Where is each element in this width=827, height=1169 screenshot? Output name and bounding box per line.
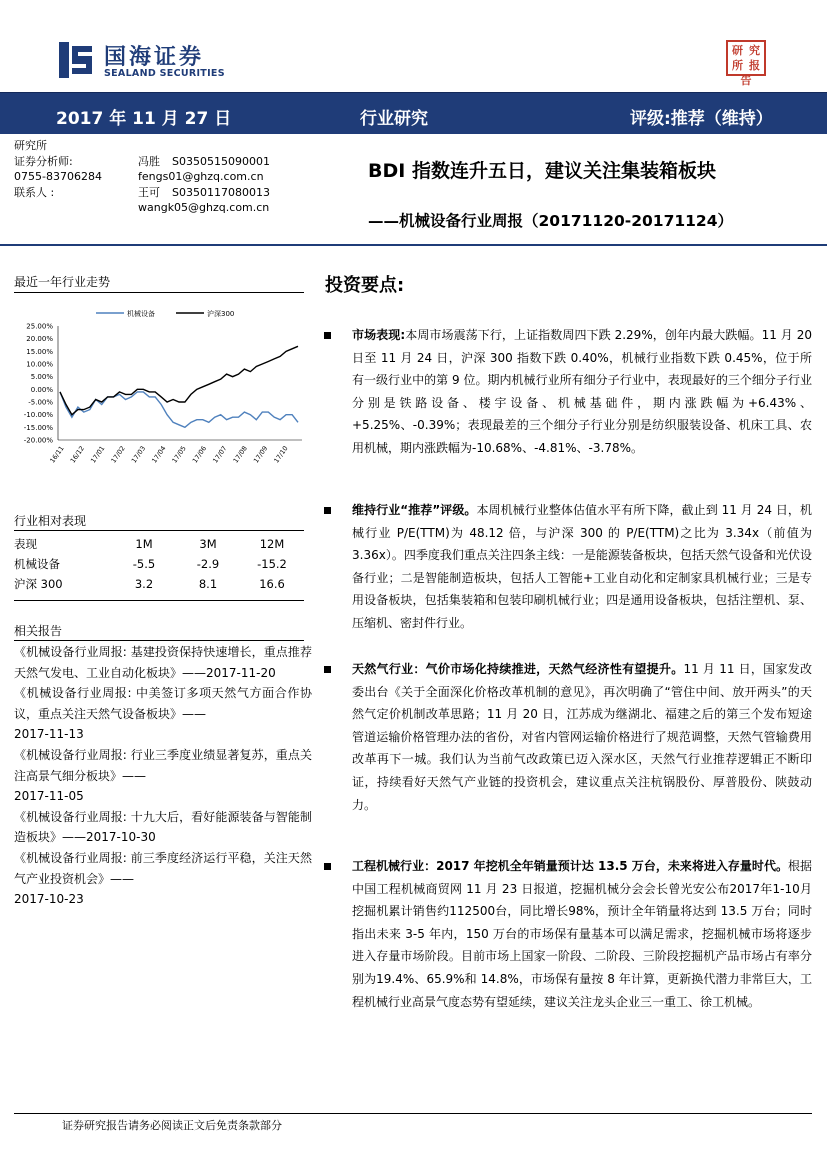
performance-divider	[14, 530, 304, 531]
brand-name-en: SEALAND SECURITIES	[104, 68, 225, 79]
analyst-phone: 0755-83706284	[14, 170, 102, 183]
analyst-email[interactable]: fengs01@ghzq.com.cn	[138, 170, 264, 183]
x-tick-label: 17/03	[129, 444, 148, 465]
point-lead: 市场表现:	[352, 328, 406, 342]
bullet-icon	[324, 863, 331, 870]
x-tick-label: 16/11	[48, 444, 66, 465]
y-tick-label: -10.00%	[23, 411, 53, 420]
analyst-name: 冯胜	[138, 154, 160, 168]
seal-char: 报	[749, 59, 760, 72]
table-row	[14, 554, 304, 574]
table-cell: 沪深 300	[14, 577, 63, 591]
investment-point	[330, 855, 812, 1013]
point-lead: 天然气行业：气价市场化持续推进，天然气经济性有望提升。	[352, 662, 684, 676]
report-rating: 评级:推荐（维持）	[630, 109, 773, 129]
x-tick-label: 17/01	[89, 444, 107, 465]
analyst-label: 证券分析师:	[14, 154, 73, 168]
table-cell: -5.5	[132, 557, 156, 571]
table-cell: -15.2	[257, 557, 287, 571]
point-lead: 维持行业“推荐”评级。	[352, 503, 477, 517]
seal-char: 究	[749, 44, 760, 57]
y-tick-label: 10.00%	[26, 360, 53, 369]
related-report-item[interactable]: 《机械设备行业周报: 前三季度经济运行平稳，关注天然气产业投资机会》—— 2017-10-23	[14, 850, 312, 907]
y-tick-label: -15.00%	[23, 423, 53, 432]
y-tick-label: -5.00%	[28, 398, 53, 407]
related-report-item[interactable]: 《机械设备行业周报: 行业三季度业绩显著复苏，重点关注高景气细分板块》—— 2017-11-05	[14, 747, 312, 804]
bullet-icon	[324, 332, 331, 339]
x-tick-label: 17/05	[170, 444, 188, 465]
contact-name: 王可	[138, 185, 160, 199]
analyst-id: S0350515090001	[172, 154, 270, 168]
table-cell: 16.6	[259, 577, 285, 591]
table-cell: 机械设备	[14, 557, 60, 571]
investment-point	[330, 499, 812, 635]
table-header-cell: 表现	[14, 537, 37, 551]
table-row	[14, 574, 304, 594]
x-tick-label: 17/07	[211, 444, 229, 465]
related-report-item[interactable]: 《机械设备行业周报: 基建投资保持快速增长，重点推荐天然气发电、工业自动化板块》——2017-11-20	[14, 645, 312, 680]
contact-id: S0350117080013	[172, 185, 270, 199]
investment-point	[330, 324, 812, 460]
seal-char: 所	[732, 59, 743, 72]
point-body: 11 月 11 日，国家发改委出台《关于全面深化价格改革机制的意见》，再次明确了“管住中间、放开两头”的天然气定价机制改革思路；11 月 20 日，江苏成为继湖北、福建之后的第三个发布短途管道运输价格管理办法的省份，对省内管网运输价格进行了规范调整，天然气管输费用改革再下一城。我们认为当前气改政策已迈入深水区，天然气行业推荐逻辑正不断印证，持续看好天然气产业链的投资机会，建议重点关注杭锅股份、厚普股份、陕鼓动力。	[352, 662, 812, 812]
table-header-cell: 1M	[135, 537, 153, 551]
table-row	[14, 534, 304, 554]
x-tick-label: 16/12	[68, 444, 87, 465]
related-title: 相关报告	[14, 624, 63, 638]
y-tick-label: 0.00%	[30, 385, 53, 394]
table-cell: -2.9	[196, 557, 220, 571]
table-cell: 8.1	[198, 577, 218, 591]
contact-email[interactable]: wangk05@ghzq.com.cn	[138, 201, 270, 214]
point-body: 本周市场震荡下行，上证指数周四下跌 2.29%，创年内最大跌幅。11 月 20 日至 11 月 24 日，沪深 300 指数下跌 0.40%，机械行业指数下跌 0.45%，位于所有一级行业中的第 9 位。期内机械行业所有细分子行业中，表现最好的三个细分子行业分别是铁路设备、楼宇设备、机械基础件，期内涨跌幅为+6.43%、+5.25%、-0.39%；表现最差的三个细分子行业分别是纺织服装设备、机床工具、农用机械，期内涨跌幅为-10.68%、-4.81%、-3.78%。	[352, 328, 812, 455]
performance-title: 行业相对表现	[14, 514, 87, 528]
y-tick-label: 15.00%	[26, 347, 53, 356]
footer-divider	[14, 1113, 812, 1114]
y-tick-label: 25.00%	[26, 322, 53, 331]
x-tick-label: 17/02	[109, 444, 127, 465]
x-tick-label: 17/10	[272, 444, 290, 465]
report-subtitle: ——机械设备行业周报（20171120-20171124）	[368, 212, 733, 230]
seal-char: 研	[732, 44, 743, 57]
seal-char: 告	[740, 74, 752, 87]
research-seal	[726, 40, 766, 87]
x-tick-label: 17/04	[150, 444, 168, 465]
legend-label: 机械设备	[127, 310, 155, 318]
trend-title: 最近一年行业走势	[14, 275, 111, 289]
related-report-item[interactable]: 《机械设备行业周报: 十九大后，看好能源装备与智能制造板块》——2017-10-30	[14, 809, 312, 845]
performance-bottom-divider	[14, 600, 304, 601]
analyst-info	[14, 138, 304, 216]
point-lead: 工程机械行业：2017 年挖机全年销量预计达 13.5 万台，未来将进入存量时代。	[352, 859, 788, 873]
series-line	[60, 346, 298, 414]
company-logo	[58, 40, 248, 84]
x-tick-label: 17/08	[231, 444, 249, 465]
report-date: 2017 年 11 月 27 日	[56, 109, 232, 129]
trend-chart-svg	[14, 300, 308, 472]
related-report-item[interactable]: 《机械设备行业周报: 中美签订多项天然气方面合作协议，重点关注天然气设备板块》—— 2017-11-13	[14, 686, 312, 742]
legend-label: 沪深300	[207, 310, 235, 318]
x-tick-label: 17/06	[190, 444, 209, 465]
y-tick-label: 5.00%	[30, 373, 53, 382]
contact-label: 联系人 :	[14, 185, 55, 199]
bullet-icon	[324, 666, 331, 673]
y-tick-label: 20.00%	[26, 335, 53, 344]
table-header-cell: 12M	[259, 537, 285, 551]
table-header-cell: 3M	[199, 537, 217, 551]
trend-divider	[14, 292, 304, 293]
trend-chart	[14, 300, 308, 472]
report-type: 行业研究	[360, 109, 428, 129]
y-tick-label: -20.00%	[23, 436, 53, 445]
x-tick-label: 17/09	[251, 444, 270, 465]
brand-name-cn: 国海证券	[104, 45, 205, 70]
point-body: 本周机械行业整体估值水平有所下降，截止到 11 月 24 日，机械行业 P/E(TTM)为 48.12 倍，与沪深 300 的 P/E(TTM)之比为 3.34x（前值为 3.36x）。四季度我们重点关注四条主线：一是能源装备板块，包括天然气设备和光伏设备行业；二是智能制造板块，包括人工智能+工业自动化和定制家具机械行业；三是专用设备板块，包括集装箱和包装印刷机械行业；四是通用设备板块，包括注塑机、泵、压缩机、密封件行业。	[352, 503, 812, 630]
investment-heading: 投资要点:	[325, 275, 405, 296]
sealand-logo-icon	[58, 40, 94, 80]
series-line	[60, 392, 298, 427]
dept-label: 研究所	[14, 139, 47, 152]
related-divider	[14, 640, 304, 641]
bullet-icon	[324, 507, 331, 514]
performance-table	[14, 534, 304, 594]
report-title: BDI 指数连升五日，建议关注集装箱板块	[368, 160, 716, 182]
header-divider	[0, 244, 827, 246]
investment-point	[330, 658, 812, 816]
related-reports	[14, 642, 312, 910]
footer-disclaimer: 证券研究报告请务必阅读正文后免责条款部分	[62, 1119, 282, 1132]
point-body: 根据中国工程机械商贸网 11 月 23 日报道，挖掘机械分会会长曾光安公布2017年1-10月挖掘机累计销售约112500台，同比增长98%，预计全年销量将达到 13.5 万台；同时指出未来 3-5 年内，150 万台的市场保有量基本可以满足需求，挖掘机械市场将逐步进入存量市场阶段。目前市场上国家一阶段、二阶段、三阶段挖掘机产品市场占有率分别为19.4%、65.9%和 14.8%，市场保有量按 8 年计算，更新换代潜力非常巨大，工程机械行业高景气度态势有望延续，建议关注龙头企业三一重工、徐工机械。	[352, 859, 812, 1009]
table-cell: 3.2	[134, 577, 154, 591]
